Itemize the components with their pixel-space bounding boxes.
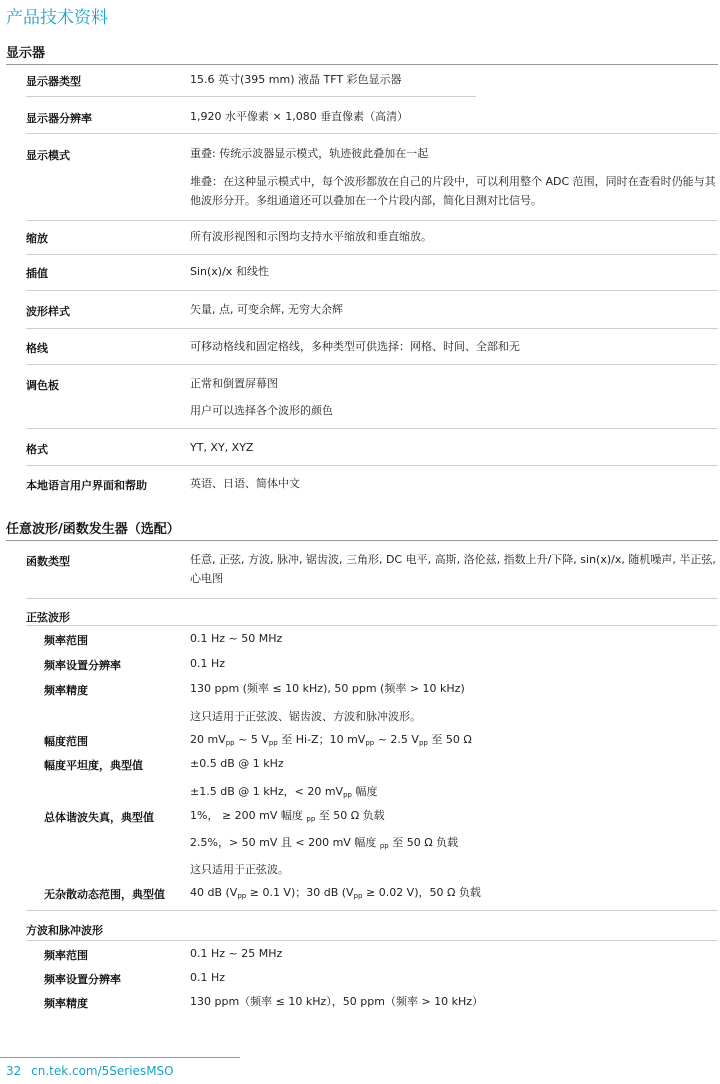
row-divider (26, 364, 718, 365)
row-value: ±1.5 dB @ 1 kHz，< 20 $mV_{pp}$ 幅度 (190, 785, 378, 799)
row-label: 频率精度 (44, 997, 88, 1010)
section-divider (6, 64, 718, 65)
row-label: 无杂散动态范围，典型值 (44, 888, 165, 901)
row-label: 显示器类型 (26, 75, 81, 88)
row-value: ±0.5 dB @ 1 kHz (190, 757, 284, 770)
row-value: 用户可以选择各个波形的颜色 (190, 404, 333, 417)
row-divider (26, 428, 718, 429)
row-label: 本地语言用户界面和帮助 (26, 479, 147, 492)
row-value: 0.1 Hz (190, 971, 226, 984)
row-label: 显示器分辨率 (26, 112, 92, 125)
row-label: 调色板 (26, 379, 59, 392)
row-value: 0.1 Hz ~ 25 MHz (190, 947, 283, 960)
row-label: 频率设置分辨率 (44, 659, 121, 672)
row-label: 格线 (26, 342, 48, 355)
row-value: 矢量, 点, 可变余辉, 无穷大余辉 (190, 303, 343, 316)
row-label: 频率范围 (44, 634, 88, 647)
row-divider (26, 220, 718, 221)
page-number: 32 (6, 1064, 22, 1078)
row-value: 这只适用于正弦波、锯齿波、方波和脉冲波形。 (190, 710, 421, 723)
row-label: 插值 (26, 267, 48, 280)
row-value: 40 dB ($V_{pp} \ge 0.1$ V)；30 dB ($V_{pp} \ge 0.02$ V)，50 Ω 负载 (190, 886, 481, 900)
row-label: 幅度平坦度，典型值 (44, 759, 143, 772)
row-value: 堆叠：在这种显示模式中，每个波形都放在自己的片段中，可以利用整个 ADC 范围，同时在查看时仍能与其他波形分开。多组通道还可以叠加在一个片段内部，简化目测对比信号。 (190, 175, 716, 207)
row-divider (26, 254, 718, 255)
row-value: Sin(x)/x 和线性 (190, 265, 269, 278)
row-value: 2.5%，> 50 mV 且 < 200 mV 幅度 $_{pp}$ 至 50 Ω 负载 (190, 836, 459, 850)
row-divider (26, 940, 718, 941)
row-value: 0.1 Hz ~ 50 MHz (190, 632, 283, 645)
row-divider (26, 910, 718, 911)
footer (6, 1064, 174, 1078)
footer-divider (0, 1057, 240, 1058)
row-label: 频率范围 (44, 949, 88, 962)
subsection-heading-square: 方波和脉冲波形 (26, 924, 103, 937)
row-value: 所有波形视图和示图均支持水平缩放和垂直缩放。 (190, 230, 432, 243)
row-label: 频率精度 (44, 684, 88, 697)
row-divider (26, 598, 718, 599)
row-divider (26, 96, 476, 97)
row-label: 波形样式 (26, 305, 70, 318)
subsection-heading-sine: 正弦波形 (26, 611, 70, 624)
row-divider (26, 328, 718, 329)
row-value: YT, XY, XYZ (190, 441, 254, 454)
section-heading-afg: 任意波形/函数发生器（选配） (6, 522, 180, 537)
row-value: 重叠: 传统示波器显示模式，轨迹彼此叠加在一起 (190, 147, 429, 160)
row-value: 这只适用于正弦波。 (190, 863, 289, 876)
row-label: 函数类型 (26, 555, 70, 568)
row-divider (26, 625, 718, 626)
row-divider (26, 133, 718, 134)
row-divider (26, 465, 718, 466)
row-value: 可移动格线和固定格线，多种类型可供选择：网格、时间、全部和无 (190, 340, 520, 353)
row-label: 幅度范围 (44, 735, 88, 748)
row-value: 0.1 Hz (190, 657, 226, 670)
page-title: 产品技术资料 (6, 8, 108, 28)
row-value: 15.6 英寸(395 mm) 液晶 TFT 彩色显示器 (190, 73, 402, 86)
row-divider (26, 290, 718, 291)
row-label: 缩放 (26, 232, 48, 245)
section-divider (6, 540, 718, 541)
row-value: 20 $mV_{pp}$ ~ 5 $V_{pp}$ 至 Hi-Z；10 $mV_{pp}$ ~ 2.5 $V_{pp}$ 至 50 Ω (190, 733, 472, 747)
footer-url-link[interactable]: cn.tek.com/5SeriesMSO (31, 1064, 174, 1078)
row-value: 任意, 正弦, 方波, 脉冲, 锯齿波, 三角形, DC 电平, 高斯, 洛伦兹, 指数上升/下降, sin(x)/x, 随机噪声, 半正弦, 心电图 (190, 553, 716, 585)
section-heading-display: 显示器 (6, 46, 46, 61)
row-value: 1,920 水平像素 × 1,080 垂直像素（高清） (190, 110, 409, 123)
row-label: 频率设置分辨率 (44, 973, 121, 986)
row-value: 130 ppm (频率 ≤ 10 kHz), 50 ppm (频率 > 10 kHz) (190, 682, 465, 695)
row-label: 显示模式 (26, 149, 70, 162)
row-label: 总体谐波失真，典型值 (44, 811, 154, 824)
row-value: 正常和倒置屏幕图 (190, 377, 278, 390)
row-value: 1%， ≥ 200 mV 幅度 $_{pp}$ 至 50 Ω 负载 (190, 809, 385, 823)
row-value: 130 ppm（频率 ≤ 10 kHz），50 ppm（频率 > 10 kHz） (190, 995, 484, 1008)
row-label: 格式 (26, 443, 48, 456)
row-value: 英语、日语、简体中文 (190, 477, 300, 490)
